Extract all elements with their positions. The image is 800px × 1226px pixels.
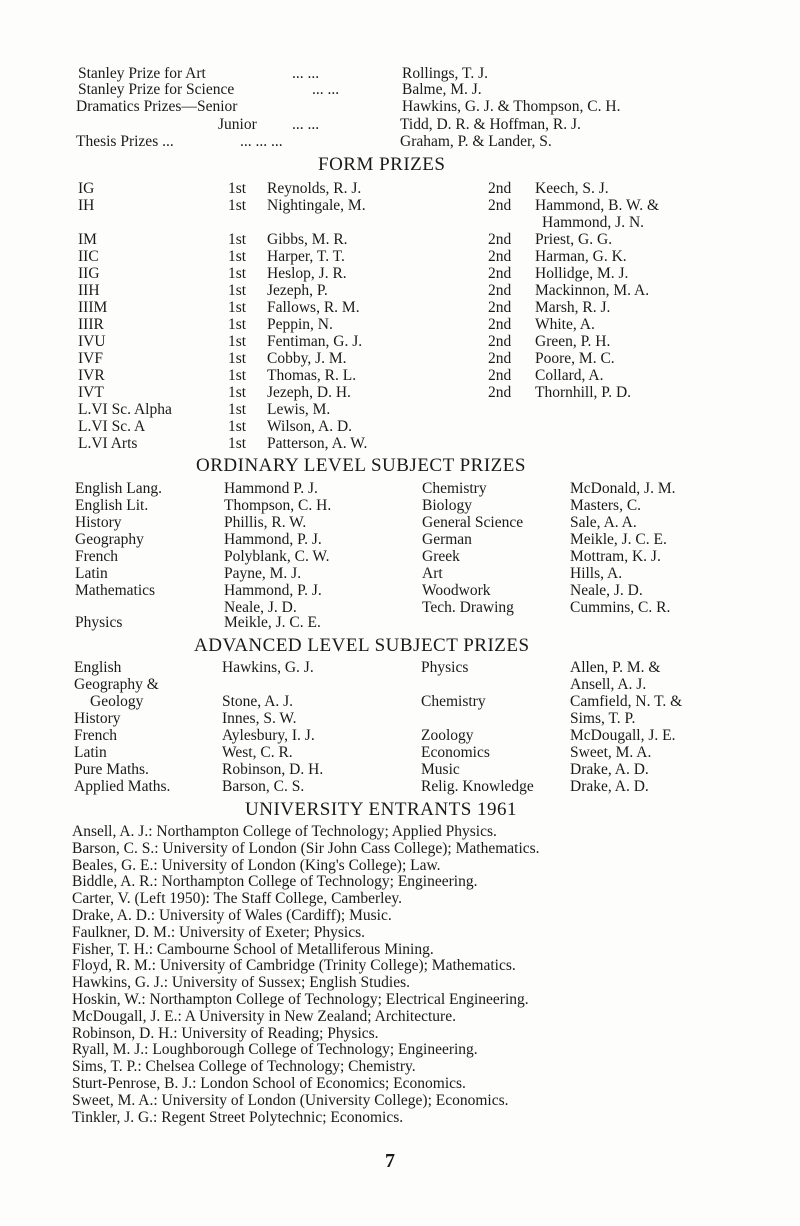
subject-name: Mathematics xyxy=(75,582,156,599)
second-place-winner: Green, P. H. xyxy=(535,333,611,350)
subject-name: Music xyxy=(421,761,460,778)
second-place-label: 2nd xyxy=(488,231,512,248)
second-place-label: 2nd xyxy=(488,316,512,333)
first-place-label: 1st xyxy=(228,231,247,248)
leader-dots: ... ... xyxy=(292,65,320,82)
second-place-label: 2nd xyxy=(488,248,512,265)
subject-name: English xyxy=(74,659,122,676)
second-place-label: 2nd xyxy=(488,180,512,197)
second-place-winner: Hollidge, M. J. xyxy=(535,265,629,282)
university-entrant: Carter, V. (Left 1950): The Staff College, Camberley. xyxy=(72,890,402,908)
form-name: IIG xyxy=(78,265,100,282)
first-place-winner: Wilson, A. D. xyxy=(267,418,353,435)
prize-winner: Barson, C. S. xyxy=(222,778,305,795)
prize-winner: Polyblank, C. W. xyxy=(224,548,330,565)
leader-dots: ... ... xyxy=(292,116,320,133)
university-entrant: Tinkler, J. G.: Regent Street Polytechnic; Economics. xyxy=(72,1108,404,1126)
form-name: IIIM xyxy=(78,299,108,316)
form-name: IIH xyxy=(78,282,100,299)
form-name: IM xyxy=(78,231,97,248)
prize-winner: Meikle, J. C. E. xyxy=(570,531,667,548)
university-entrant: Floyd, R. M.: University of Cambridge (Trinity College); Mathematics. xyxy=(72,957,516,975)
prize-winner: Rollings, T. J. xyxy=(402,65,488,82)
first-place-winner: Reynolds, R. J. xyxy=(267,180,362,197)
second-place-label: 2nd xyxy=(488,384,512,401)
subject-name: Latin xyxy=(74,744,107,761)
subject-name: Art xyxy=(422,565,443,582)
prize-winner: Payne, M. J. xyxy=(224,565,302,582)
form-name: L.VI Arts xyxy=(78,435,138,452)
prize-winner: Robinson, D. H. xyxy=(222,761,324,778)
subject-name: Greek xyxy=(422,548,460,565)
university-entrant: Barson, C. S.: University of London (Sir John Cass College); Mathematics. xyxy=(72,839,540,857)
subject-name: Geology xyxy=(90,693,144,710)
first-place-label: 1st xyxy=(228,282,247,299)
prize-winner: Hammond, P. J. xyxy=(224,582,322,599)
second-place-winner: Keech, S. J. xyxy=(535,180,609,197)
subject-name: Economics xyxy=(421,744,490,761)
leader-dots: ... ... ... xyxy=(240,133,283,150)
subject-name: General Science xyxy=(422,514,524,531)
prize-winner: Hammond, P. J. xyxy=(224,531,322,548)
prize-winner: Thompson, C. H. xyxy=(224,497,332,514)
prize-winner: Cummins, C. R. xyxy=(570,599,671,616)
first-place-winner: Harper, T. T. xyxy=(267,248,345,265)
second-place-label: 2nd xyxy=(488,299,512,316)
second-place-winner: Priest, G. G. xyxy=(535,231,613,248)
prize-winner: Sale, A. A. xyxy=(570,514,637,531)
subject-name: French xyxy=(74,727,118,744)
first-place-winner: Fallows, R. M. xyxy=(267,299,360,316)
subject-name: Tech. Drawing xyxy=(422,599,514,616)
form-name: IVU xyxy=(78,333,106,350)
first-place-winner: Peppin, N. xyxy=(267,316,333,333)
prize-winner: Masters, C. xyxy=(570,497,642,514)
first-place-label: 1st xyxy=(228,350,247,367)
subject-name: Pure Maths. xyxy=(74,761,149,778)
ordinary-level-heading: ORDINARY LEVEL SUBJECT PRIZES xyxy=(196,455,526,476)
first-place-label: 1st xyxy=(228,367,247,384)
second-place-label: 2nd xyxy=(488,333,512,350)
second-place-winner: Hammond, J. N. xyxy=(542,214,645,231)
form-name: IIIR xyxy=(78,316,104,333)
university-entrant: Drake, A. D.: University of Wales (Cardiff); Music. xyxy=(72,907,392,924)
form-name: L.VI Sc. A xyxy=(78,418,146,435)
form-name: IG xyxy=(78,180,95,197)
prize-winner: Hawkins, G. J. xyxy=(222,659,314,676)
first-place-winner: Cobby, J. M. xyxy=(267,350,347,367)
second-place-winner: Marsh, R. J. xyxy=(535,299,611,316)
university-entrant: Beales, G. E.: University of London (King's College); Law. xyxy=(72,856,441,874)
prize-winner: West, C. R. xyxy=(222,744,293,761)
first-place-label: 1st xyxy=(228,180,247,197)
subject-name: Geography xyxy=(75,531,144,548)
first-place-winner: Thomas, R. L. xyxy=(267,367,357,384)
subject-name: Woodwork xyxy=(422,582,491,599)
subject-name: Applied Maths. xyxy=(74,778,171,795)
first-place-winner: Fentiman, G. J. xyxy=(267,333,363,350)
first-place-label: 1st xyxy=(228,197,247,214)
second-place-label: 2nd xyxy=(488,350,512,367)
prize-label: Dramatics Prizes—Senior xyxy=(76,98,238,115)
second-place-winner: Harman, G. K. xyxy=(535,248,627,265)
prize-winner: Hammond P. J. xyxy=(224,480,318,497)
subject-name: English Lang. xyxy=(75,480,162,497)
subject-name: Relig. Knowledge xyxy=(421,778,534,795)
form-name: IVT xyxy=(78,384,104,401)
prize-winner: McDonald, J. M. xyxy=(570,480,676,497)
first-place-label: 1st xyxy=(228,265,247,282)
second-place-winner: Thornhill, P. D. xyxy=(535,384,632,401)
first-place-winner: Nightingale, M. xyxy=(267,197,366,214)
first-place-winner: Jezeph, P. xyxy=(267,282,328,299)
form-name: L.VI Sc. Alpha xyxy=(78,401,172,418)
second-place-winner: Poore, M. C. xyxy=(535,350,615,367)
prize-winner: Neale, J. D. xyxy=(570,582,643,599)
second-place-winner: White, A. xyxy=(535,316,595,333)
prize-winner: Neale, J. D. xyxy=(224,599,297,616)
prize-winner: Balme, M. J. xyxy=(402,81,482,98)
subject-name: English Lit. xyxy=(75,497,149,514)
subject-name: Zoology xyxy=(421,727,474,744)
university-entrant: Hawkins, G. J.: University of Sussex; English Studies. xyxy=(72,974,410,992)
prize-winner: Drake, A. D. xyxy=(570,778,649,795)
first-place-label: 1st xyxy=(228,418,247,435)
first-place-label: 1st xyxy=(228,316,247,333)
prize-winner: Sims, T. P. xyxy=(570,710,636,727)
subject-name: History xyxy=(75,514,122,531)
prize-winner: Sweet, M. A. xyxy=(570,744,652,761)
subject-name: Geography & xyxy=(74,676,159,693)
university-entrant: Sims, T. P.: Chelsea College of Technology; Chemistry. xyxy=(72,1058,416,1076)
prize-winner: Hills, A. xyxy=(570,565,623,582)
prize-winner: Ansell, A. J. xyxy=(570,676,647,693)
prize-winner: Phillis, R. W. xyxy=(224,514,307,531)
university-entrant: McDougall, J. E.: A University in New Zealand; Architecture. xyxy=(72,1007,456,1025)
first-place-label: 1st xyxy=(228,384,247,401)
prize-winner: Camfield, N. T. & xyxy=(570,693,683,710)
page-number: 7 xyxy=(385,1150,395,1172)
advanced-level-heading: ADVANCED LEVEL SUBJECT PRIZES xyxy=(194,635,530,656)
prize-label: Junior xyxy=(218,116,257,133)
university-entrant: Sturt-Penrose, B. J.: London School of Economics; Economics. xyxy=(72,1075,466,1092)
subject-name: German xyxy=(422,531,472,548)
first-place-label: 1st xyxy=(228,299,247,316)
first-place-label: 1st xyxy=(228,248,247,265)
prize-winner: Meikle, J. C. E. xyxy=(224,614,321,631)
second-place-label: 2nd xyxy=(488,265,512,282)
subject-name: Latin xyxy=(75,565,108,582)
first-place-winner: Jezeph, D. H. xyxy=(267,384,351,401)
prize-label: Stanley Prize for Art xyxy=(78,65,206,82)
second-place-label: 2nd xyxy=(488,367,512,384)
subject-name: Physics xyxy=(75,614,123,631)
prize-winner: Mottram, K. J. xyxy=(570,548,661,565)
university-entrant: Ansell, A. J.: Northampton College of Technology; Applied Physics. xyxy=(72,823,497,840)
first-place-winner: Lewis, M. xyxy=(267,401,331,418)
first-place-label: 1st xyxy=(228,401,247,418)
first-place-winner: Patterson, A. W. xyxy=(267,435,368,452)
prize-winner: McDougall, J. E. xyxy=(570,727,676,744)
university-entrant: Sweet, M. A.: University of London (University College); Economics. xyxy=(72,1091,509,1109)
subject-name: Chemistry xyxy=(421,693,486,710)
university-entrant: Biddle, A. R.: Northampton College of Technology; Engineering. xyxy=(72,873,478,891)
prize-winner: Drake, A. D. xyxy=(570,761,649,778)
form-name: IH xyxy=(78,197,95,214)
second-place-winner: Hammond, B. W. & xyxy=(535,197,660,214)
first-place-winner: Heslop, J. R. xyxy=(267,265,347,282)
second-place-winner: Mackinnon, M. A. xyxy=(535,282,650,299)
prize-winner: Innes, S. W. xyxy=(222,710,297,727)
form-name: IVF xyxy=(78,350,103,367)
university-entrant: Fisher, T. H.: Cambourne School of Metalliferous Mining. xyxy=(72,940,434,958)
prize-label: Thesis Prizes ... xyxy=(76,133,174,150)
subject-name: French xyxy=(75,548,119,565)
university-entrant: Hoskin, W.: Northampton College of Technology; Electrical Engineering. xyxy=(72,991,529,1008)
prize-winner: Allen, P. M. & xyxy=(570,659,661,676)
prize-winner: Aylesbury, I. J. xyxy=(222,727,315,744)
subject-name: Chemistry xyxy=(422,480,487,497)
first-place-label: 1st xyxy=(228,435,247,452)
prize-winner: Stone, A. J. xyxy=(222,693,294,710)
form-prizes-heading: FORM PRIZES xyxy=(318,154,446,175)
prize-winner: Tidd, D. R. & Hoffman, R. J. xyxy=(400,116,581,133)
subject-name: Physics xyxy=(421,659,469,676)
university-entrant: Robinson, D. H.: University of Reading; Physics. xyxy=(72,1024,379,1042)
second-place-label: 2nd xyxy=(488,282,512,299)
form-name: IIC xyxy=(78,248,99,265)
subject-name: Biology xyxy=(422,497,472,514)
leader-dots: ... ... xyxy=(312,81,340,98)
university-entrant: Faulkner, D. M.: University of Exeter; Physics. xyxy=(72,923,365,941)
subject-name: History xyxy=(74,710,121,727)
second-place-label: 2nd xyxy=(488,197,512,214)
prize-label: Stanley Prize for Science xyxy=(78,81,235,98)
university-entrants-heading: UNIVERSITY ENTRANTS 1961 xyxy=(245,799,518,820)
first-place-winner: Gibbs, M. R. xyxy=(267,231,348,248)
prize-winner: Hawkins, G. J. & Thompson, C. H. xyxy=(402,98,621,115)
prize-winner: Graham, P. & Lander, S. xyxy=(400,133,552,150)
second-place-winner: Collard, A. xyxy=(535,367,604,384)
university-entrant: Ryall, M. J.: Loughborough College of Technology; Engineering. xyxy=(72,1041,478,1059)
first-place-label: 1st xyxy=(228,333,247,350)
form-name: IVR xyxy=(78,367,105,384)
